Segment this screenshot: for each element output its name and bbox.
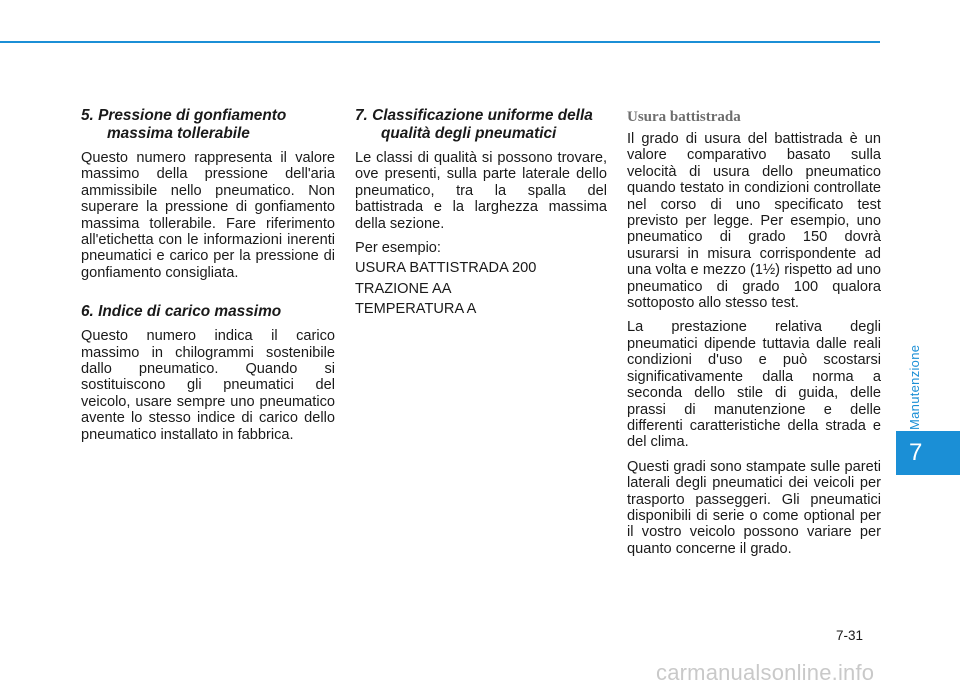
heading-max-load-index: 6. Indice di carico massimo [81,303,282,321]
example-line: TRAZIONE AA [355,280,452,297]
example-line: USURA BATTISTRADA 200 [355,260,537,277]
header-rule [0,41,880,43]
section-side-label-text: Manutenzione [907,344,922,430]
paragraph-max-inflation: Questo numero rappresenta il valore massimo della pressione dell'aria ammissibile nello pneumatico. Non superare la pressione di gonfiamento massima tollerabile. Fare riferimento all'etichetta con le informazioni inerenti pneumatici e carico per la pressione di gonfiamento consigliata. [81,150,335,281]
paragraph-tread-wear-grade: Il grado di usura del battistrada è un valore comparativo basato sulla velocità di usura dello pneumatico quando testato in condizioni controllate nel corso di uno specificato test previsto per legge. Per esempio, uno pneumatico di grado 150 dovrà usurarsi in misura corrispondente ad una volta e mezzo (1½) rispetto ad uno pneumatico di grado 100 qualora sottoposto allo stesso test. [627,131,881,312]
heading-tread-wear: Usura battistrada [627,109,741,125]
paragraph-tread-wear-sidewalls: Questi gradi sono stampate sulle pareti laterali degli pneumatici dei veicoli per trasporto passeggeri. Gli pneumatici disponibili di serie o come optional per il vostro veicolo possono variare per quanto concerne il grado. [627,458,881,557]
example-label: Per esempio: [355,240,441,257]
column-middle [355,107,607,322]
heading-uniform-quality: 7. Classificazione uniforme della qualità degli pneumatici [355,107,593,142]
chapter-tab: 7 [896,431,960,475]
column-right [627,108,881,565]
paragraph-quality-classes: Le classi di qualità si possono trovare, ove presenti, sulla parte laterale dello pneumatico, tra la spalla del battistrada e la larghezza massima della sezione. [355,150,607,232]
example-line: TEMPERATURA A [355,301,477,318]
page-number: 7-31 [836,628,864,643]
watermark: carmanualsonline.info [656,660,875,685]
paragraph-tread-wear-performance: La prestazione relativa degli pneumatici dipende tuttavia dalle reali condizioni d'uso e può scostarsi significativamente dalla norma a seconda dello stile di guida, delle prassi di manutenzione e delle differenti caratteristiche della strada e del clima. [627,319,881,451]
paragraph-max-load-index: Questo numero indica il carico massimo in chilogrammi sostenibile dallo pneumatico. Quando si sostituiscono gli pneumatici del veicolo, usare sempre uno pneumatico avente lo stesso indice di carico dello pneumatico installato in fabbrica. [81,328,335,443]
heading-max-inflation: 5. Pressione di gonfiamento massima tollerabile [81,107,287,142]
column-left [81,107,335,451]
